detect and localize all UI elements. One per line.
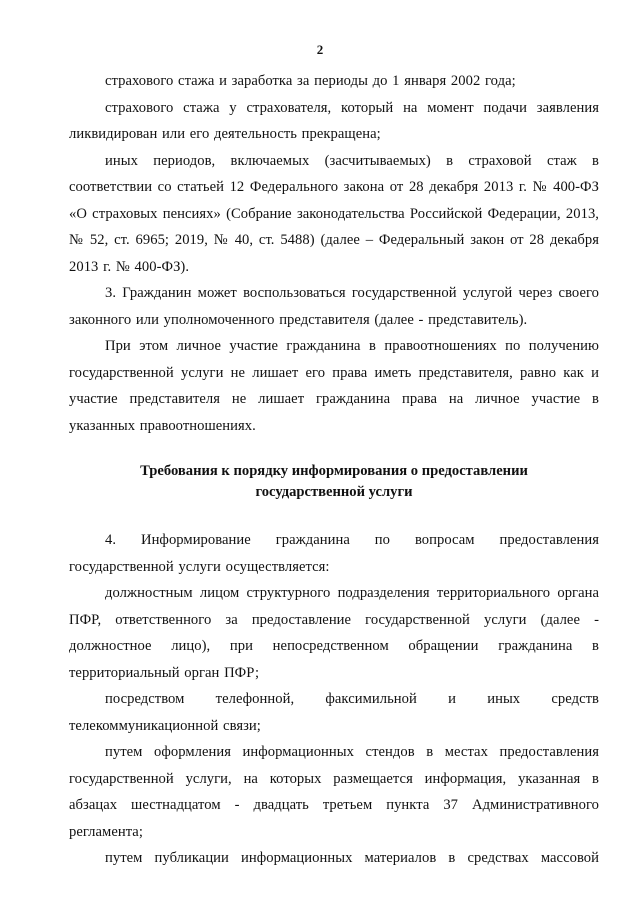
paragraph-telecommunication: посредством телефонной, факсимильной и иных средств телекоммуникационной связи; xyxy=(69,691,599,734)
section-heading-line-1: Требования к порядку информирования о предоставлении xyxy=(140,463,528,479)
paragraph-other-periods: иных периодов, включаемых (засчитываемых) в страховой стаж в соответствии со статьей 12 Федерального закона от 28 декабря 2013 г. № 400-ФЗ «О страховых пенсиях» (Собрание законодательства Российской Федерации, 2013, № 52, ст. 6965; 2019, № 40, ст. 5488) (далее – Федеральный закон от 28 декабря 2013 г. № 400-ФЗ). xyxy=(69,152,599,275)
paragraph-insurance-record-before-2002: страхового стажа и заработка за периоды до 1 января 2002 года; xyxy=(105,73,516,89)
page-number: 2 xyxy=(316,42,324,57)
paragraph-information-stands: путем оформления информационных стендов в местах предоставления государственной услуги, на которых размещается информация, указанная в абзацах шестнадцатом - двадцать третьем пункта 37 Административного регламента; xyxy=(69,744,599,840)
paragraph-personal-participation: При этом личное участие гражданина в правоотношениях по получению государственной услуги не лишает его права иметь представителя, равно как и участие представителя не лишает гражданина права на личное участие в указанных правоотношениях. xyxy=(69,338,599,434)
document-body xyxy=(69,68,599,872)
paragraph-official-person: должностным лицом структурного подразделения территориального органа ПФР, ответственного за предоставление государственной услуги (далее - должностное лицо), при непосредственном обращении гражданина в территориальный орган ПФР; xyxy=(69,585,599,681)
paragraph-liquidated-insurer: страхового стажа у страхователя, который на момент подачи заявления ликвидирован или его деятельность прекращена; xyxy=(69,99,599,142)
paragraph-mass-media: путем публикации информационных материалов в средствах массовой xyxy=(105,850,599,866)
paragraph-3-representative: 3. Гражданин может воспользоваться государственной услугой через своего законного или уполномоченного представителя (далее - представитель). xyxy=(69,285,599,328)
section-heading xyxy=(69,461,599,503)
section-heading-line-2: государственной услуги xyxy=(255,484,413,500)
paragraph-4-informing: 4. Информирование гражданина по вопросам предоставления государственной услуги осуществляется: xyxy=(69,532,599,575)
